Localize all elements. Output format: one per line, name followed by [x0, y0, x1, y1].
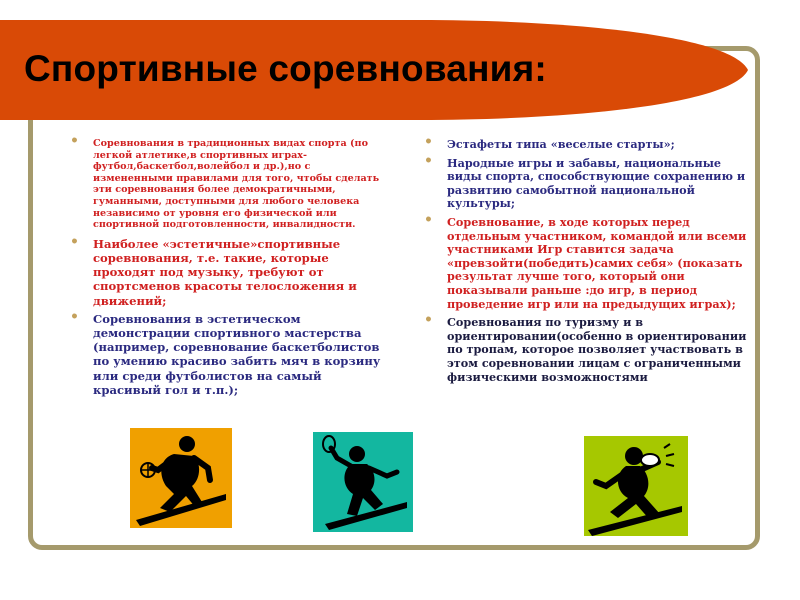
bullet-icon: • — [70, 133, 79, 149]
tennis-player-icon — [313, 432, 413, 532]
left-column — [70, 133, 390, 401]
bullet-icon: • — [424, 152, 433, 169]
list-item — [70, 133, 390, 231]
right-column — [424, 134, 749, 389]
football-player-icon — [584, 436, 688, 536]
bullet-icon: • — [424, 134, 433, 150]
bullet-icon: • — [424, 312, 433, 329]
list-item-text: Наиболее «эстетичные»спортивные соревнования, т.е. такие, которые проходят под музыку, требуют от спортсменов красоты телосложения и движений; — [93, 236, 357, 308]
list-item — [424, 152, 749, 211]
list-item-text: Соревнование, в ходе которых перед отдельным участником, командой или всеми участниками Игр ставится задача «превзойти(победить)самих себя» (показать результат лучше того, который они показывали раньше :до игр, в период проведение игр или на предыдущих играх); — [447, 214, 747, 311]
list-item — [70, 233, 390, 308]
list-item-text: Соревнования по туризму и в ориентировании(особенно в ориентировании по тропам, которое позволяет участвовать в этом соревновании лицам с ограниченными физическими возможностями — [447, 315, 747, 384]
list-item — [424, 312, 749, 384]
bullet-icon: • — [70, 308, 79, 325]
list-item-text: Эстафеты типа «веселые старты»; — [447, 137, 675, 151]
bullet-icon: • — [70, 233, 79, 250]
list-item — [424, 134, 749, 152]
list-item-text: Соревнования в эстетическом демонстрации спортивного мастерства (например, соревнование баскетболистов по умению красиво забить мяч в корзину или среди футболистов на самый красивый гол и т.п.); — [93, 311, 381, 397]
basketball-player-icon — [130, 428, 232, 528]
list-item-text: Народные игры и забавы, национальные виды спорта, способствующие сохранению и развитию самобытной национальной культуры; — [447, 155, 746, 211]
slide-title: Спортивные соревнования: — [24, 48, 547, 89]
bullet-icon: • — [424, 211, 433, 228]
list-item — [70, 308, 390, 397]
list-item — [424, 211, 749, 311]
list-item-text: Соревнования в традиционных видах спорта (по легкой атлетике,в спортивных играх-футбол,баскетбол,волейбол и др.),но с измененными правилами для того, чтобы сделать эти соревнования более демократичными, гуманными, доступными для любого человека независимо от уровня его физической или спортивной подготовленности, инвалидности. — [93, 138, 380, 231]
